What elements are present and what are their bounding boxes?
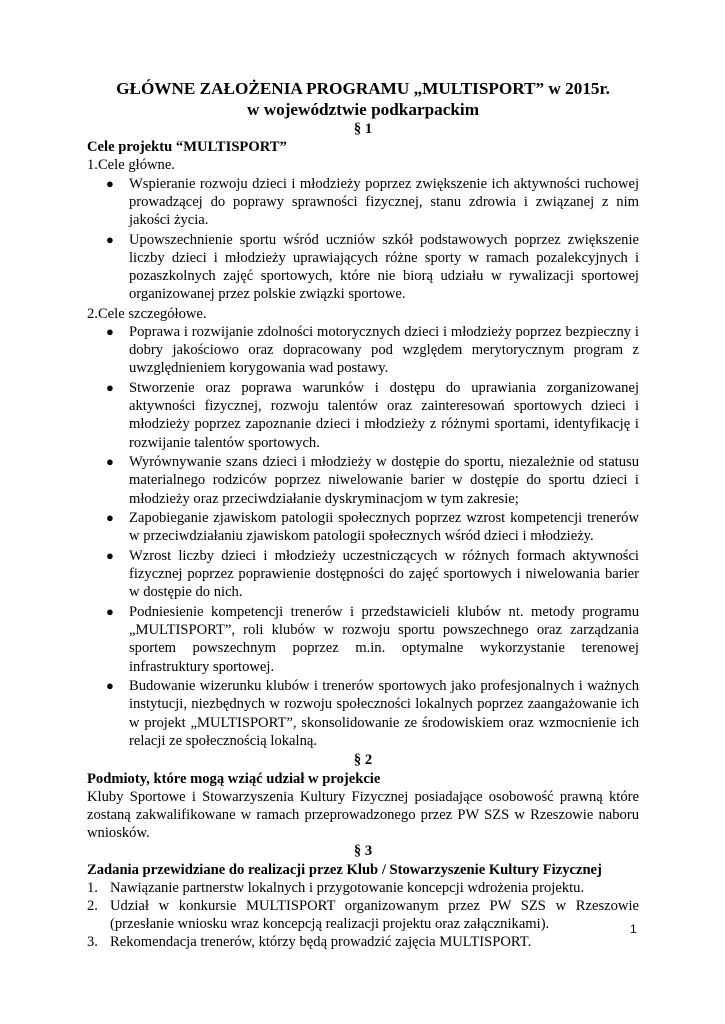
list-item: ● Wyrównywanie szans dzieci i młodzieży w dostępie do sportu, niezależnie od statusu materialnego rodziców poprzez niwelowanie barier w dostępie do sportu dzieci i młodzieży oraz przeciwdziałanie dyskryminacjom w tym zakresie; (106, 454, 639, 507)
document-title-line-1: GŁÓWNE ZAŁOŻENIA PROGRAMU „MULTISPORT” w 2015r. (116, 79, 610, 98)
section-2-heading: Podmioty, które mogą wziąć udział w projekcie (87, 770, 381, 787)
list-item: ● Podniesienie kompetencji trenerów i przedstawicieli klubów nt. metody programu „MULTISPORT”, roli klubów w rozwoju sportu powszechnego oraz zarządzania sportem powszechnym poprzez m.in. optymalne wykorzystanie terenowej infrastruktury sportowej. (106, 604, 639, 675)
section-3-sign: § 3 (353, 843, 373, 860)
bullet-icon: ● (106, 380, 114, 396)
list-item: ● Stworzenie oraz poprawa warunków i dostępu do uprawiania zorganizowanej aktywności fizycznej, rozwoju talentów oraz zainteresowań sportowych dzieci i młodzieży poprzez zapoznanie dzieci i młodzieży z różnymi sportami, identyfikację i rozwijanie talentów sportowych. (106, 380, 639, 451)
section-1-sign: § 1 (353, 121, 373, 137)
section-1-heading: Cele projektu “MULTISPORT” (87, 139, 287, 156)
list-item: ● Upowszechnienie sportu wśród uczniów szkół podstawowych poprzez zwiększenie liczby dzieci i młodzieży uprawiających różne sporty w ramach pozalekcyjnych i pozaszkolnych zajęć sportowych, które nie biorą udziału w rywalizacji sportowej organizowanej przez polskie związki sportowe. (106, 231, 639, 303)
main-goals-list (87, 175, 639, 304)
bullet-icon: ● (106, 548, 114, 564)
bullet-icon: ● (106, 678, 114, 694)
detailed-goals-list (87, 323, 639, 750)
bullet-icon: ● (106, 604, 114, 620)
list-item: ● Poprawa i rozwijanie zdolności motorycznych dzieci i młodzieży poprzez bezpieczny i dobry jakościowo oraz dopracowany pod względem merytorycznym program z uwzględnieniem korygowania wad postawy. (106, 324, 639, 377)
list-item: ● Wzrost liczby dzieci i młodzieży uczestniczących w różnych formach aktywności fizycznej poprzez poprawienie dostępności do zajęć sportowych i niwelowania barier w dostępie do nich. (106, 548, 639, 601)
section-2-sign: § 2 (353, 752, 373, 769)
tasks-list (87, 879, 639, 952)
bullet-icon: ● (106, 454, 114, 470)
list-item: 1. Nawiązanie partnerstw lokalnych i przygotowanie koncepcji wdrożenia projektu. (87, 879, 585, 896)
list-item: ● Zapobieganie zjawiskom patologii społecznych poprzez wzrost kompetencji trenerów w przeciwdziałaniu zjawiskom patologii społecznych wśród dzieci i młodzieży. (106, 510, 639, 545)
list-item: ● Budowanie wizerunku klubów i trenerów sportowych jako profesjonalnych i ważnych instytucji, niezbędnych w rozwoju społeczności lokalnych poprzez zaangażowanie ich w projekt „MULTISPORT”, skonsolidowanie ze środowiskiem oraz wzmocnienie ich relacji ze społecznością lokalną. (106, 678, 639, 749)
list-item: 3. Rekomendacja trenerów, którzy będą prowadzić zajęcia MULTISPORT. (87, 934, 532, 951)
list-item: 2. Udział w konkursie MULTISPORT organizowanym przez PW SZS w Rzeszowie (przesłanie wniosku wraz koncepcją realizacji projektu oraz załącznikami). (87, 898, 639, 933)
bullet-icon: ● (106, 510, 114, 526)
document-title-line-2: w województwie podkarpackim (246, 100, 480, 119)
detailed-goals-label: 2.Cele szczegółowe. (87, 305, 207, 322)
bullet-icon: ● (106, 175, 114, 191)
section-3-heading: Zadania przewidziane do realizacji przez Klub / Stowarzyszenie Kultury Fizycznej (87, 861, 602, 878)
bullet-icon: ● (106, 324, 114, 340)
list-item: ● Wspieranie rozwoju dzieci i młodzieży poprzez zwiększenie ich aktywności ruchowej prowadzącej do poprawy sprawności fizycznej, stanu zdrowia i związanej z nim jakości życia. (106, 175, 639, 229)
main-goals-label: 1.Cele główne. (87, 157, 175, 174)
bullet-icon: ● (106, 231, 114, 247)
section-2-text: Kluby Sportowe i Stowarzyszenia Kultury Fizycznej posiadające osobowość prawną które zostaną zakwalifikowane w ramach przeprowadzonego przez PW SZS w Rzeszowie naboru wniosków. (87, 788, 639, 842)
document-page (87, 78, 639, 952)
page-number: 1 (630, 922, 637, 936)
